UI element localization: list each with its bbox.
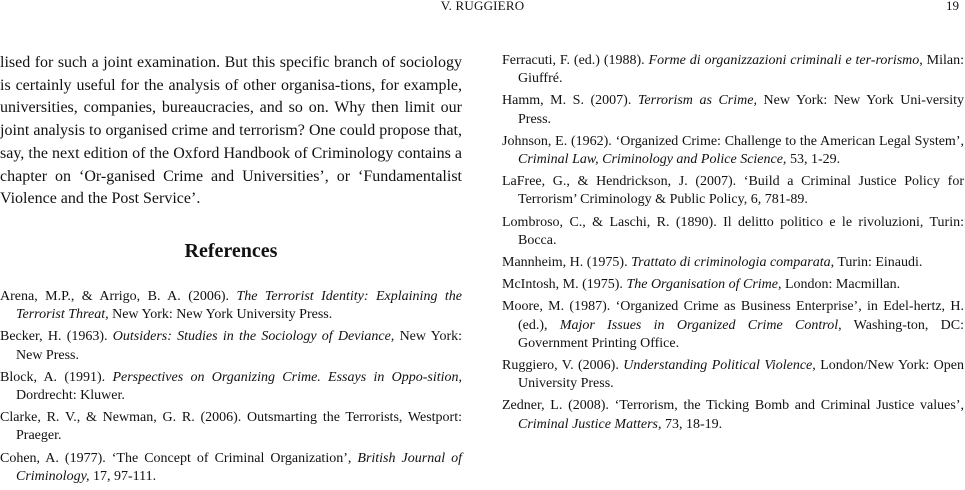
reference-item: LaFree, G., & Hendrickson, J. (2007). ‘Build a Criminal Justice Policy for Terrorism’ Criminology & Public Policy, 6, 781-89. — [502, 174, 964, 208]
reference-item: Hamm, M. S. (2007). Terrorism as Crime, New York: New York Uni-versity Press. — [502, 93, 964, 127]
reference-item: McIntosh, M. (1975). The Organisation of Crime, London: Macmillan. — [502, 277, 901, 293]
body-paragraph: lised for such a joint examination. But this specific branch of sociology is certainly useful for the analysis of other organisa-tions, for example, universities, companies, bureaucracies, and so on. Why then limit our joint analysis to organised crime and terrorism? One could propose that, say, the next edition of the Oxford Handbook of Criminology contains a chapter on ‘Or-ganised Crime and Universities’, or ‘Fundamentalist Violence and the Post Service’. — [0, 54, 462, 208]
reference-item: Lombroso, C., & Laschi, R. (1890). Il delitto politico e le rivoluzioni, Turin: Bocca. — [502, 214, 964, 248]
page-header — [0, 0, 965, 20]
page-number: 19 — [946, 0, 959, 13]
references-list-left — [0, 288, 462, 490]
reference-item: Ferracuti, F. (ed.) (1988). Forme di organizzazioni criminali e ter-rorismo, Milan: Giuffré. — [502, 53, 964, 87]
reference-item: Clarke, R. V., & Newman, G. R. (2006). Outsmarting the Terrorists, Westport: Praeger. — [0, 410, 462, 444]
reference-item: Arena, M.P., & Arrigo, B. A. (2006). The Terrorist Identity: Explaining the Terrorist Threat, New York: New York University Press. — [0, 289, 462, 323]
reference-item: Johnson, E. (1962). ‘Organized Crime: Challenge to the American Legal System’, Criminal Law, Criminology and Police Science, 53, 1-29. — [502, 133, 964, 168]
reference-item: Cohen, A. (1977). ‘The Concept of Criminal Organization’, British Journal of Criminology, 17, 97-111. — [0, 450, 462, 484]
reference-item: Ruggiero, V. (2006). Understanding Political Violence, London/New York: Open University Press. — [502, 358, 964, 392]
left-column — [0, 52, 462, 484]
right-column — [502, 52, 964, 438]
references-heading: References — [184, 240, 278, 262]
running-title: V. RUGGIERO — [440, 0, 525, 13]
reference-item: Zedner, L. (2008). ‘Terrorism, the Ticking Bomb and Criminal Justice values’, Criminal Justice Matters, 73, 18-19. — [502, 398, 964, 432]
references-list-right — [502, 52, 964, 434]
reference-item: Mannheim, H. (1975). Trattato di criminologia comparata, Turin: Einaudi. — [502, 255, 923, 271]
reference-item: Moore, M. (1987). ‘Organized Crime as Business Enterprise’, in Edel-hertz, H. (ed.), Major Issues in Organized Crime Control, Washing-ton, DC: Government Printing Office. — [502, 299, 964, 351]
reference-item: Becker, H. (1963). Outsiders: Studies in the Sociology of Deviance, New York: New Press. — [0, 329, 462, 363]
reference-item: Block, A. (1991). Perspectives on Organizing Crime. Essays in Oppo-sition, Dordrecht: Kluwer. — [0, 369, 462, 404]
